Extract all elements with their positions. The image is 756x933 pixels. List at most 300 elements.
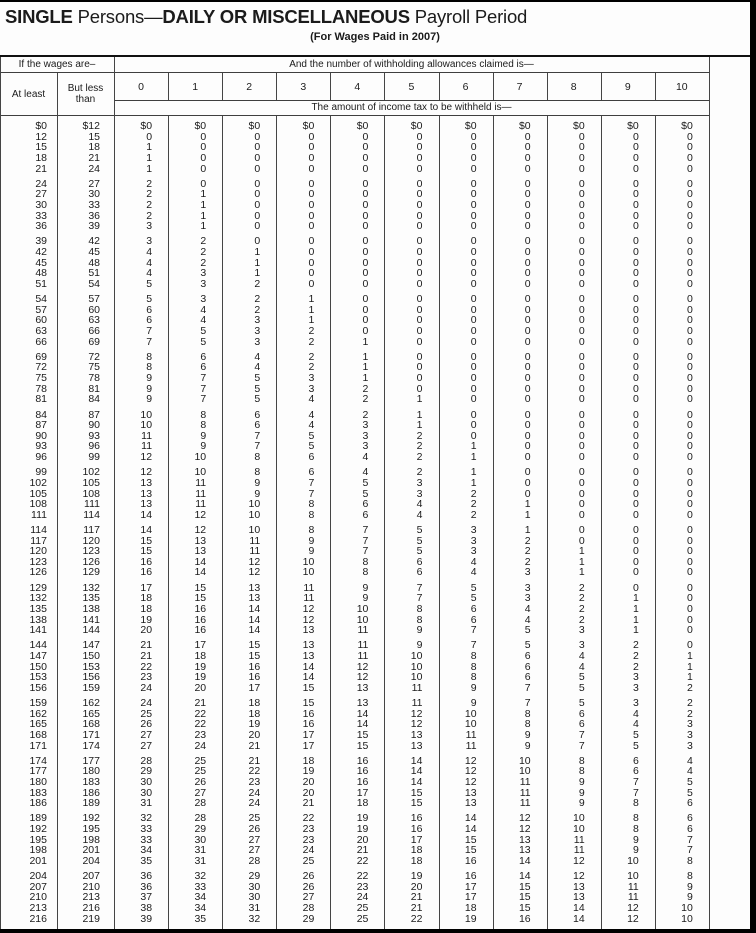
wage-cell: 210: [82, 880, 100, 893]
tax-cell: 13: [464, 786, 477, 799]
grid-line: [330, 73, 331, 100]
tax-cell: 8: [687, 855, 693, 867]
tax-cell: 0: [362, 267, 369, 280]
tax-cell: 8: [146, 361, 153, 374]
tax-cell: 5: [524, 639, 531, 652]
wage-cell: 168: [82, 718, 100, 731]
tax-cell: 5: [470, 592, 477, 605]
tax-cell: 15: [140, 534, 153, 547]
tax-cell: 22: [248, 765, 261, 778]
title-single: SINGLE: [5, 6, 73, 27]
wage-cell: 108: [82, 487, 100, 500]
wage-cell: 18: [88, 141, 100, 154]
tax-cell: 0: [632, 361, 639, 374]
tax-cell: 22: [356, 855, 369, 867]
tax-cell: 12: [627, 912, 639, 925]
tax-cell: 0: [578, 277, 585, 290]
tax-cell: 30: [140, 786, 153, 799]
tax-cell: 0: [362, 141, 369, 154]
wage-cell: 219: [82, 912, 100, 925]
tax-cell: $0: [248, 120, 261, 132]
tax-cell: 3: [470, 534, 477, 547]
tax-cell: 7: [308, 476, 315, 489]
tax-cell: 10: [356, 602, 369, 615]
tax-cell: 2: [687, 707, 693, 720]
wage-cell: 195: [82, 823, 100, 836]
tax-cell: 0: [632, 372, 639, 385]
tax-cell: 6: [416, 566, 423, 579]
wage-cell: 150: [29, 660, 47, 673]
tax-cell: 0: [578, 188, 585, 201]
tax-cell: 12: [248, 555, 261, 568]
tax-cell: 36: [140, 880, 153, 893]
tax-cell: 2: [200, 256, 207, 269]
tax-cell: 14: [356, 718, 369, 731]
tax-cell: 24: [140, 697, 153, 710]
tax-cell: 1: [470, 440, 477, 453]
tax-cell: 7: [416, 581, 423, 594]
wage-cell: 111: [84, 498, 100, 511]
wage-cell: 30: [35, 198, 47, 211]
tax-cell: 6: [200, 361, 207, 374]
row-group: [0, 121, 709, 174]
tax-cell: 19: [464, 912, 477, 925]
tax-cell: 18: [140, 592, 153, 605]
tax-cell: 1: [632, 602, 639, 615]
title-persons: Persons—: [72, 6, 163, 27]
table-row: [0, 567, 709, 578]
tax-cell: 0: [416, 188, 423, 201]
tax-cell: 6: [200, 350, 207, 363]
tax-cell: 2: [362, 393, 369, 406]
tax-cell: 23: [356, 880, 369, 893]
tax-cell: 0: [470, 277, 477, 290]
grid-line: [168, 116, 169, 929]
tax-cell: 20: [140, 624, 153, 637]
wage-cell: 186: [82, 786, 100, 799]
tax-cell: 0: [524, 277, 531, 290]
wage-cell: 63: [88, 314, 100, 327]
tax-cell: 2: [254, 293, 261, 306]
table-row: [0, 410, 709, 421]
wage-cell: 78: [88, 372, 100, 385]
wage-cell: 189: [29, 812, 47, 825]
tax-cell: 8: [200, 419, 207, 432]
wage-cell: 54: [88, 277, 100, 290]
tax-cell: 32: [194, 870, 207, 883]
tax-cell: 6: [146, 314, 153, 327]
tax-cell: 29: [194, 823, 207, 836]
table-row: [0, 593, 709, 604]
tax-cell: 0: [687, 277, 693, 290]
wage-cell: 120: [29, 545, 47, 558]
tax-cell: 15: [248, 639, 261, 652]
tax-cell: 25: [302, 855, 315, 867]
tax-cell: 2: [687, 697, 693, 710]
wage-cell: 105: [82, 476, 100, 489]
tax-cell: 0: [687, 534, 693, 547]
tax-cell: 2: [146, 209, 153, 222]
wage-cell: 132: [82, 581, 100, 594]
title-daily: DAILY OR MISCELLANEOUS: [162, 6, 410, 27]
tax-cell: 0: [470, 209, 477, 222]
tax-cell: 0: [578, 151, 585, 164]
tax-cell: 0: [578, 246, 585, 259]
tax-cell: 2: [578, 602, 585, 615]
amount-header-label: The amount of income tax to be withheld is—: [311, 102, 512, 113]
wage-cell: 135: [29, 602, 47, 615]
tax-cell: 0: [200, 162, 207, 175]
tax-cell: 14: [302, 671, 315, 684]
page-subtitle: (For Wages Paid in 2007): [310, 31, 440, 43]
tax-cell: 4: [308, 419, 315, 432]
tax-cell: 12: [410, 707, 423, 720]
tax-cell: 10: [681, 912, 693, 925]
tax-cell: 4: [524, 613, 531, 626]
wage-cell: 90: [88, 419, 100, 432]
tax-cell: 9: [146, 382, 153, 395]
tax-cell: 0: [524, 382, 531, 395]
table-row: [0, 489, 709, 500]
tax-cell: 2: [308, 350, 315, 363]
tax-cell: 13: [573, 880, 585, 893]
tax-cell: 7: [470, 639, 477, 652]
tax-cell: 11: [465, 728, 477, 741]
tax-cell: 0: [470, 419, 477, 432]
tax-cell: 0: [470, 350, 477, 363]
tax-cell: 5: [632, 728, 639, 741]
wage-cell: 213: [82, 891, 100, 904]
tax-cell: 3: [632, 671, 639, 684]
table-row: [0, 583, 709, 594]
wage-cell: 123: [29, 555, 47, 568]
wage-cell: 207: [82, 870, 100, 883]
wage-cell: 72: [35, 361, 47, 374]
table-row: [0, 200, 709, 211]
tax-cell: 0: [578, 408, 585, 421]
tax-cell: 1: [308, 314, 315, 327]
tax-cell: 30: [248, 880, 261, 893]
tax-cell: 0: [524, 372, 531, 385]
tax-cell: 0: [416, 177, 423, 190]
wage-cell: 57: [35, 303, 47, 316]
tax-cell: 13: [573, 891, 585, 904]
wage-cell: 156: [82, 671, 100, 684]
wage-cell: 198: [82, 833, 100, 846]
table-row: [0, 835, 709, 846]
wage-cell: 210: [29, 891, 47, 904]
tax-cell: 6: [632, 765, 639, 778]
wage-cell: 48: [35, 267, 47, 280]
tax-cell: 0: [687, 177, 693, 190]
tax-cell: 0: [362, 177, 369, 190]
tax-cell: 0: [687, 220, 693, 233]
tax-cell: 0: [632, 198, 639, 211]
tax-cell: 0: [524, 466, 531, 479]
tax-cell: 7: [362, 523, 369, 536]
table-row: [0, 221, 709, 232]
tax-cell: 6: [578, 718, 585, 731]
tax-cell: 3: [524, 566, 531, 579]
tax-cell: 14: [518, 870, 531, 883]
wage-cell: 171: [29, 739, 47, 752]
tax-cell: 7: [578, 739, 585, 752]
tax-cell: 22: [140, 660, 153, 673]
tax-cell: 17: [302, 728, 315, 741]
tax-cell: 0: [254, 177, 261, 190]
tax-cell: 3: [200, 293, 207, 306]
wage-cell: 42: [88, 235, 100, 248]
tax-cell: 1: [254, 256, 261, 269]
tax-cell: 13: [518, 844, 531, 857]
tax-cell: 16: [140, 566, 153, 579]
table-row: [0, 730, 709, 741]
tax-cell: 0: [524, 487, 531, 500]
tax-cell: 2: [200, 246, 207, 259]
wage-cell: 144: [29, 639, 47, 652]
grid-line: [330, 116, 331, 929]
tax-cell: 31: [140, 797, 153, 810]
wage-cell: 15: [35, 141, 47, 154]
tax-cell: 0: [362, 256, 369, 269]
tax-cell: 13: [248, 592, 261, 605]
tax-cell: 0: [416, 256, 423, 269]
tax-cell: 0: [200, 141, 207, 154]
wage-cell: 51: [88, 267, 100, 280]
tax-cell: 1: [524, 508, 531, 521]
tax-cell: 9: [362, 592, 369, 605]
tax-cell: 1: [578, 555, 585, 568]
tax-cell: 13: [302, 624, 315, 637]
tax-cell: 21: [302, 797, 315, 810]
tax-cell: 0: [578, 534, 585, 547]
tax-cell: 2: [146, 188, 153, 201]
tax-cell: 3: [416, 487, 423, 500]
tax-cell: 1: [308, 293, 315, 306]
tax-cell: 0: [632, 534, 639, 547]
wage-cell: 192: [29, 823, 47, 836]
tax-cell: 0: [632, 314, 639, 327]
table-row: [0, 557, 709, 568]
tax-cell: 0: [524, 188, 531, 201]
tax-cell: 27: [302, 891, 315, 904]
tax-cell: 3: [578, 639, 585, 652]
tax-cell: 4: [416, 508, 423, 521]
tax-cell: 0: [687, 545, 693, 558]
tax-cell: 13: [410, 739, 423, 752]
tax-cell: 18: [248, 697, 261, 710]
grid-line: [439, 73, 440, 100]
row-group: [0, 410, 709, 463]
tax-cell: 9: [632, 844, 639, 857]
tax-cell: 20: [194, 681, 207, 694]
tax-cell: 5: [416, 534, 423, 547]
tax-cell: 10: [464, 718, 477, 731]
tax-cell: 8: [146, 350, 153, 363]
grid-line: [601, 73, 602, 100]
wage-cell: 150: [82, 649, 100, 662]
tax-cell: 0: [578, 350, 585, 363]
wage-cell: 126: [82, 555, 100, 568]
tax-cell: 0: [524, 350, 531, 363]
tax-cell: 6: [687, 823, 693, 836]
tax-cell: 0: [362, 130, 369, 143]
wage-cell: 51: [35, 277, 47, 290]
tax-cell: 15: [356, 739, 369, 752]
tax-cell: 0: [578, 141, 585, 154]
tax-cell: 0: [632, 498, 639, 511]
grid-line: [276, 73, 277, 100]
tax-cell: 11: [141, 429, 153, 442]
tax-cell: 11: [573, 833, 585, 846]
tax-cell: 0: [632, 335, 639, 348]
tax-cell: 39: [140, 912, 153, 925]
tax-cell: 1: [254, 267, 261, 280]
table-row: [0, 394, 709, 405]
row-group: [0, 467, 709, 520]
tax-cell: 0: [416, 325, 423, 338]
tax-cell: 0: [687, 498, 693, 511]
table-row: [0, 279, 709, 290]
table-row: [0, 698, 709, 709]
tax-cell: 11: [411, 681, 423, 694]
tax-cell: 22: [410, 912, 423, 925]
wage-cell: 39: [88, 220, 100, 233]
table-row: [0, 268, 709, 279]
tax-cell: 0: [308, 267, 315, 280]
table-row: [0, 856, 709, 867]
tax-cell: 0: [308, 151, 315, 164]
tax-cell: 19: [356, 823, 369, 836]
tax-cell: 33: [140, 833, 153, 846]
table-row: [0, 651, 709, 662]
tax-cell: 8: [308, 508, 315, 521]
tax-cell: 8: [632, 812, 639, 825]
tax-cell: 0: [687, 419, 693, 432]
tax-cell: 36: [140, 870, 153, 883]
tax-cell: 10: [248, 498, 261, 511]
tax-cell: 16: [248, 671, 261, 684]
grid-line: [57, 73, 58, 929]
wage-cell: 75: [35, 372, 47, 385]
tax-cell: 0: [578, 220, 585, 233]
tax-cell: 0: [362, 303, 369, 316]
tax-cell: 0: [578, 235, 585, 248]
tax-cell: 1: [632, 624, 639, 637]
tax-cell: 20: [410, 880, 423, 893]
table-row: [0, 352, 709, 363]
tax-cell: 4: [362, 466, 369, 479]
tax-cell: 5: [146, 277, 153, 290]
table-row: [0, 499, 709, 510]
table-row: [0, 294, 709, 305]
tax-cell: 0: [632, 256, 639, 269]
tax-cell: 11: [303, 592, 315, 605]
tax-cell: 0: [687, 466, 693, 479]
grid-line: [493, 116, 494, 929]
tax-cell: 9: [146, 393, 153, 406]
wage-cell: 153: [29, 671, 47, 684]
tax-cell: 10: [194, 451, 207, 464]
tax-cell: 0: [362, 198, 369, 211]
table-row: [0, 892, 709, 903]
table-row: [0, 373, 709, 384]
tax-cell: 2: [200, 235, 207, 248]
tax-cell: 14: [248, 602, 261, 615]
tax-cell: 34: [194, 902, 207, 915]
wage-cell: $0: [35, 120, 47, 132]
wage-cell: 87: [88, 408, 100, 421]
table-row: [0, 164, 709, 175]
tax-cell: 2: [578, 613, 585, 626]
tax-cell: 10: [464, 707, 477, 720]
tax-cell: 19: [302, 765, 315, 778]
tax-cell: 8: [254, 451, 261, 464]
tax-cell: 11: [303, 581, 315, 594]
tax-cell: 0: [578, 177, 585, 190]
wage-cell: 33: [88, 198, 100, 211]
tax-cell: 16: [464, 855, 477, 867]
tax-cell: 17: [194, 639, 207, 652]
tax-cell: 1: [146, 141, 153, 154]
tax-cell: 12: [194, 508, 207, 521]
tax-cell: 0: [687, 566, 693, 579]
table-row: [0, 625, 709, 636]
tax-cell: 7: [254, 429, 261, 442]
tax-cell: 0: [578, 209, 585, 222]
tax-cell: 0: [632, 130, 639, 143]
table-row: [0, 315, 709, 326]
tax-cell: 10: [194, 466, 207, 479]
tax-cell: 0: [578, 451, 585, 464]
tax-cell: 9: [254, 487, 261, 500]
tax-cell: 10: [573, 812, 585, 825]
tax-cell: 11: [573, 844, 585, 857]
table-row: [0, 615, 709, 626]
wage-cell: 153: [82, 660, 100, 673]
wage-cell: 138: [29, 613, 47, 626]
table-row: [0, 467, 709, 478]
table-row: [0, 662, 709, 673]
tax-cell: 12: [140, 466, 153, 479]
tax-cell: 13: [194, 534, 207, 547]
table-row: [0, 525, 709, 536]
tax-cell: $0: [194, 120, 207, 132]
table-row: [0, 236, 709, 247]
tax-cell: 0: [362, 209, 369, 222]
tax-cell: 3: [524, 592, 531, 605]
table-row: [0, 132, 709, 143]
wage-cell: 102: [82, 466, 100, 479]
tax-cell: 9: [254, 476, 261, 489]
tax-cell: 6: [687, 812, 693, 825]
tax-cell: 23: [302, 823, 315, 836]
tax-cell: 12: [627, 902, 639, 915]
tax-cell: 20: [356, 833, 369, 846]
tax-cell: 13: [302, 649, 315, 662]
tax-cell: 0: [470, 429, 477, 442]
tax-cell: 0: [687, 130, 693, 143]
tax-cell: 8: [578, 765, 585, 778]
page-title: [5, 6, 745, 28]
tax-cell: 12: [194, 523, 207, 536]
tax-cell: 0: [687, 256, 693, 269]
tax-cell: 0: [470, 335, 477, 348]
tax-cell: 9: [578, 797, 585, 810]
wage-cell: 162: [29, 707, 47, 720]
tax-cell: 0: [632, 451, 639, 464]
tax-cell: 25: [140, 707, 153, 720]
